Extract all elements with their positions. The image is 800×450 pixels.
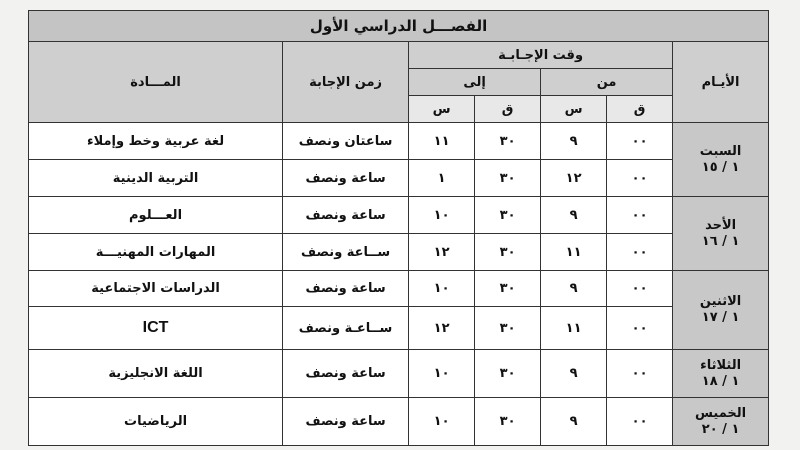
to-hour: ١٠ — [409, 197, 475, 234]
table-row — [29, 307, 769, 350]
from-header: من — [541, 69, 673, 96]
from-hour: ٩ — [541, 271, 607, 307]
to-minute: ٣٠ — [475, 307, 541, 350]
to-hour: ١٠ — [409, 350, 475, 398]
to-hour: ١٠ — [409, 271, 475, 307]
duration: ساعة ونصف — [283, 398, 409, 446]
day-date: ١ / ٢٠ — [701, 421, 740, 437]
subject: لغة عربية وخط وإملاء — [29, 123, 283, 160]
from-minute: ٠٠ — [607, 197, 673, 234]
semester-title: الفصـــل الدراسي الأول — [29, 11, 769, 42]
table-row — [29, 350, 769, 398]
from-minute-header: ق — [607, 96, 673, 123]
from-hour-header: س — [541, 96, 607, 123]
duration: ساعة ونصف — [283, 350, 409, 398]
to-minute-header: ق — [475, 96, 541, 123]
duration: ساعة ونصف — [283, 160, 409, 197]
from-hour: ٩ — [541, 123, 607, 160]
subject: ICT — [29, 307, 283, 350]
day-cell-monday — [673, 271, 769, 350]
day-name: الخميس — [695, 405, 747, 421]
to-hour-header: س — [409, 96, 475, 123]
to-minute: ٣٠ — [475, 160, 541, 197]
from-minute: ٠٠ — [607, 160, 673, 197]
to-hour: ١٠ — [409, 398, 475, 446]
from-hour: ٩ — [541, 398, 607, 446]
subject: العـــلوم — [29, 197, 283, 234]
duration-header: زمن الإجابة — [283, 42, 409, 123]
day-name: الاثنين — [699, 294, 742, 310]
table-row — [29, 398, 769, 446]
to-minute: ٣٠ — [475, 197, 541, 234]
day-cell-sunday — [673, 197, 769, 271]
to-minute: ٣٠ — [475, 234, 541, 271]
from-minute: ٠٠ — [607, 123, 673, 160]
to-hour: ١٢ — [409, 307, 475, 350]
table-row — [29, 123, 769, 160]
from-minute: ٠٠ — [607, 398, 673, 446]
day-cell-thursday — [673, 398, 769, 446]
day-date: ١ / ١٦ — [701, 233, 740, 249]
table-row — [29, 197, 769, 234]
from-minute: ٠٠ — [607, 307, 673, 350]
answer-time-header: وقت الإجـابـة — [409, 42, 673, 69]
day-date: ١ / ١٥ — [701, 159, 740, 175]
subject-header: المـــادة — [29, 42, 283, 123]
duration: ساعة ونصف — [283, 271, 409, 307]
from-hour: ٩ — [541, 350, 607, 398]
day-name: الثلاثاء — [700, 357, 742, 373]
days-header: الأيـام — [673, 42, 769, 123]
day-date: ١ / ١٧ — [701, 310, 740, 326]
header-row-1 — [29, 42, 769, 69]
day-cell-saturday — [673, 123, 769, 197]
to-minute: ٣٠ — [475, 271, 541, 307]
from-hour: ١١ — [541, 234, 607, 271]
to-minute: ٣٠ — [475, 398, 541, 446]
duration: ســاعـة ونصف — [283, 307, 409, 350]
table-row — [29, 271, 769, 307]
duration: ساعتان ونصف — [283, 123, 409, 160]
exam-schedule-table — [28, 10, 769, 446]
from-minute: ٠٠ — [607, 271, 673, 307]
day-name: الأحد — [705, 217, 737, 233]
to-hour: ١١ — [409, 123, 475, 160]
to-hour: ١٢ — [409, 234, 475, 271]
day-cell-tuesday — [673, 350, 769, 398]
to-minute: ٣٠ — [475, 123, 541, 160]
from-hour: ١١ — [541, 307, 607, 350]
to-hour: ١ — [409, 160, 475, 197]
subject: اللغة الانجليزية — [29, 350, 283, 398]
duration: ســاعة ونصف — [283, 234, 409, 271]
subject: التربية الدينية — [29, 160, 283, 197]
to-minute: ٣٠ — [475, 350, 541, 398]
from-hour: ٩ — [541, 197, 607, 234]
title-row — [29, 11, 769, 42]
day-date: ١ / ١٨ — [701, 373, 740, 389]
subject: الرياضيات — [29, 398, 283, 446]
table-row — [29, 234, 769, 271]
to-header: إلى — [409, 69, 541, 96]
from-minute: ٠٠ — [607, 350, 673, 398]
from-hour: ١٢ — [541, 160, 607, 197]
duration: ساعة ونصف — [283, 197, 409, 234]
table-row — [29, 160, 769, 197]
subject: الدراسات الاجتماعية — [29, 271, 283, 307]
day-name: السبت — [699, 143, 742, 159]
subject: المهارات المهنيـــة — [29, 234, 283, 271]
from-minute: ٠٠ — [607, 234, 673, 271]
